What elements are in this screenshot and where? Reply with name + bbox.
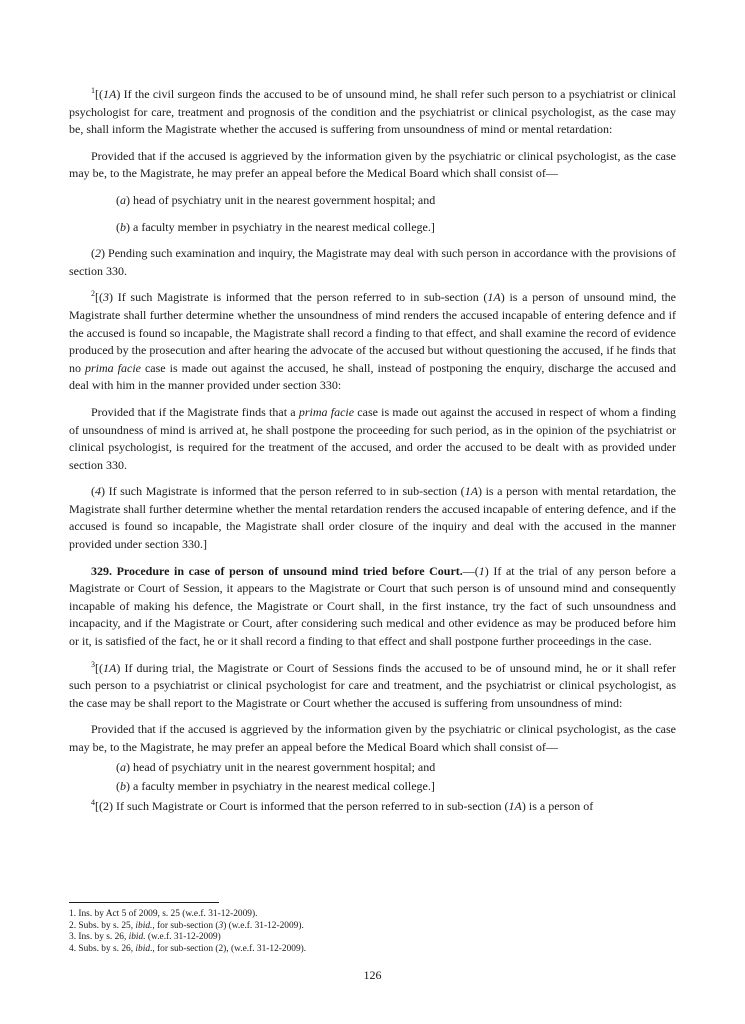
italic-text: 1A — [103, 87, 117, 101]
footnote-marker: 4 — [91, 797, 95, 807]
footnotes — [69, 902, 676, 955]
text: case is made out against the accused, he shall, instead of postponing the enquiry, discharge the accused and deal with him in the manner provided under section 330: — [69, 360, 677, 393]
text: ) (w.e.f. 31-12-2009). — [223, 920, 304, 931]
para-3-unsound-mind — [69, 289, 676, 395]
text: ) If the civil surgeon finds the accused to be of unsound mind, he shall refer such person to a psychiatrist or clinical psychologist for care, treatment and prognosis of the condition and the psychiatrist or clinical psychologist, as the case may be, shall inform the Magistrate whether the accused is suffering from unsoundness of mind or mental retardation: — [69, 87, 676, 137]
section-heading: 329. Procedure in case of person of unsound mind tried before Court. — [91, 563, 463, 578]
footnote-3 — [69, 932, 676, 944]
text: 3. Ins. by s. 26, — [69, 932, 129, 943]
italic-text: ibid. — [128, 932, 146, 943]
para-2-pending-examination — [69, 245, 676, 280]
text: ) a faculty member in psychiatry in the nearest medical college.] — [126, 219, 435, 234]
text: ) If such Magistrate is informed that the person referred to in sub-section ( — [109, 290, 488, 305]
page-number: 126 — [363, 968, 382, 982]
italic-text: a — [120, 192, 126, 207]
italic-text: 1A — [103, 660, 117, 675]
text: ( — [116, 219, 120, 234]
list-item-a — [69, 192, 676, 210]
para-proviso-appeal: Provided that if the accused is aggrieved by the information given by the psychiatric or clinical psychologist, as the case may be, to the Magistrate, he may prefer an appeal before the Medical Board which shall consist of— — [69, 148, 676, 181]
italic-text: prima facie — [85, 360, 141, 375]
text: —( — [462, 563, 479, 578]
text: ( — [91, 246, 95, 261]
footnote-marker: 1 — [91, 86, 95, 95]
footnote-4 — [69, 944, 676, 956]
italic-text: 1A — [487, 290, 501, 305]
italic-text: 3 — [218, 920, 224, 931]
italic-text: ibid — [135, 943, 151, 954]
italic-text: b — [120, 219, 126, 234]
footnote-marker: 3 — [91, 659, 95, 669]
list-item-a-court — [69, 759, 676, 777]
list-item-b-court — [69, 778, 676, 796]
list-item-b — [69, 219, 676, 237]
text: ) a faculty member in psychiatry in the nearest medical college.] — [126, 779, 435, 794]
text: ) If such Magistrate is informed that the person referred to in sub-section ( — [101, 484, 465, 499]
text: ) is a person with mental retardation, the Magistrate shall further determine whether the mental retardation renders the accused incapable of entering defence, and if the accused is found so incapable, the Magistrate shall order closure of the inquiry and deal with the accused in the manner provided under section 330.] — [69, 484, 676, 552]
text: ) is a person of unsound mind, the Magistrate shall further determine whether the unsoundness of mind renders the accused incapable of entering defence and if the accused is found so incapable, the Magistrate shall record a finding to that effect, and shall examine the record of evidence produced by the prosecution and after hearing the advocate of the accused but without questioning the accused, if he finds that no — [69, 290, 677, 375]
text: ) If at the trial of any person before a Magistrate or Court of Session, it appears to the Magistrate or Court that such person is of unsound mind and consequently incapable of making his defence, the Magistrate or Court shall, in the first instance, try the fact of such unsoundness and incapacity, and if the Magistrate or Court, after considering such medical and other evidence as may be produced before him or it, is satisfied of the fact, he or it shall record a finding to that effect and shall postpone further proceedings in the case. — [69, 563, 676, 649]
text: ) head of psychiatry unit in the nearest government hospital; and — [126, 759, 436, 774]
text: [( — [95, 660, 103, 675]
italic-text: ibid. — [135, 920, 153, 931]
italic-text: 4 — [95, 484, 101, 499]
text: case is made out against the accused in respect of whom a finding of unsoundness of mind is arrived at, he shall postpone the proceeding for such period, as in the opinion of the psychiatrist or clinical psychologist, is required for the treatment of the accused, and order the accused to be dealt with as provided under section 330. — [69, 404, 676, 472]
text: 2. Subs. by s. 25, — [69, 920, 136, 931]
italic-text: 3 — [103, 290, 109, 305]
text: ., for sub-section (2), (w.e.f. 31-12-2009). — [150, 943, 307, 954]
text: [(2) If such Magistrate or Court is informed that the person referred to in sub-section ( — [95, 798, 509, 813]
italic-text: 1A — [464, 484, 479, 499]
italic-text: 2 — [95, 246, 101, 261]
footnote-2 — [69, 921, 676, 933]
text: [( — [95, 290, 103, 305]
para-2-court-informed — [69, 798, 676, 816]
italic-text: 1 — [478, 563, 485, 578]
text: ) Pending such examination and inquiry, the Magistrate may deal with such person in accordance with the provisions of section 330. — [69, 246, 676, 278]
section-329 — [69, 563, 676, 651]
text: [( — [95, 87, 103, 101]
footnote-divider — [69, 902, 219, 903]
para-proviso-appeal-court: Provided that if the accused is aggrieved by the information given by the psychiatric or clinical psychologist, as the case may be, to the Magistrate, he may prefer an appeal before the Medical Board which shall consist of— — [69, 722, 676, 754]
footnote-1: 1. Ins. by Act 5 of 2009, s. 25 (w.e.f. 31-12-2009). — [69, 909, 258, 919]
para-proviso-prima-facie — [69, 404, 676, 474]
text: 4. Subs. by s. 26, — [69, 943, 136, 954]
text: ( — [116, 192, 120, 207]
italic-text: 1A — [508, 798, 522, 813]
text: Provided that if the Magistrate finds that a — [91, 404, 299, 419]
text: , for sub-section ( — [152, 920, 219, 931]
text: ) If during trial, the Magistrate or Court of Sessions finds the accused to be of unsound mind, he or it shall refer such person to a psychiatrist or clinical psychologist for care and treatment, and the psychiatrist or clinical psychologist, as the case may be shall report to the Magistrate or Court whether the accused is suffering from unsoundness of mind: — [69, 660, 676, 710]
footnote-marker: 2 — [91, 289, 95, 299]
text: ( — [116, 779, 120, 794]
para-1a-during-trial — [69, 660, 676, 713]
italic-text: a — [120, 759, 126, 774]
text: ) is a person of — [521, 798, 594, 813]
italic-text: b — [120, 779, 126, 794]
text: ) head of psychiatry unit in the nearest government hospital; and — [126, 192, 436, 207]
italic-text: prima facie — [298, 404, 355, 419]
text: (w.e.f. 31-12-2009) — [145, 932, 221, 943]
para-1a-civil-surgeon — [69, 86, 676, 139]
text: ( — [91, 484, 95, 499]
text: ( — [116, 759, 120, 774]
para-4-mental-retardation — [69, 483, 676, 553]
